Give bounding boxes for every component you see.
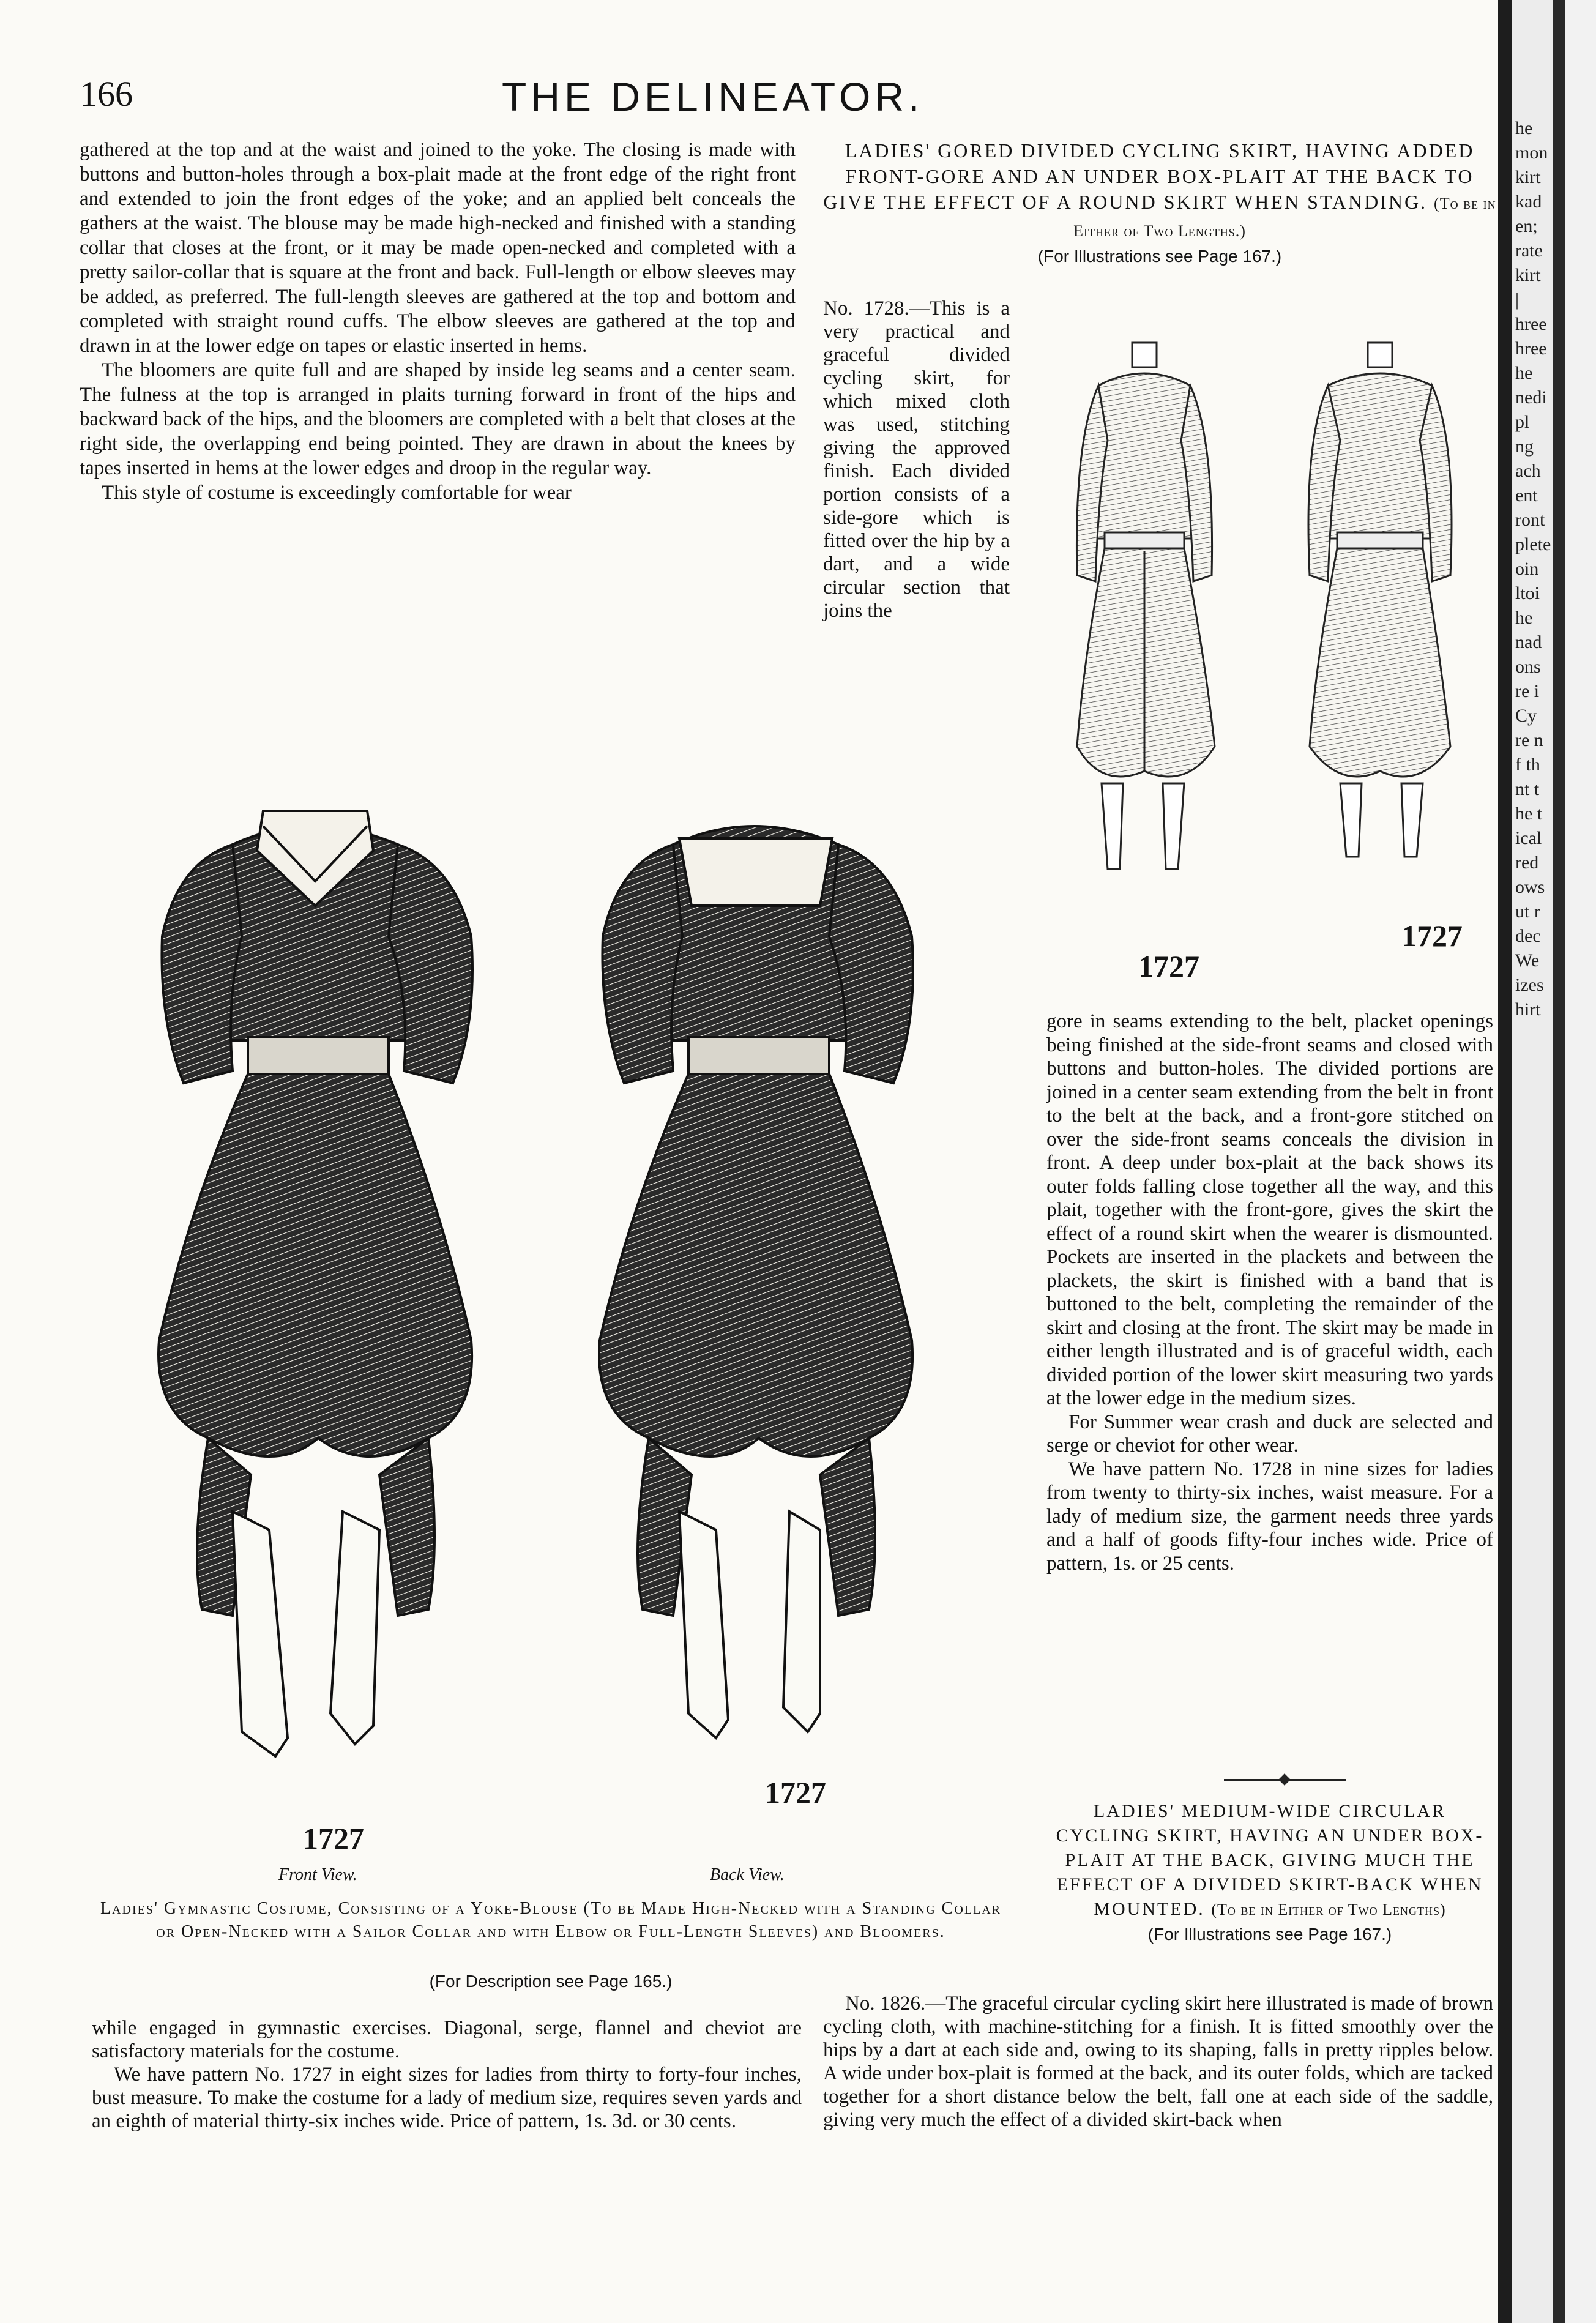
adjacent-page-fragments bbox=[1515, 116, 1583, 1022]
circular-skirt-illustrations-ref: (For Illustrations see Page 167.) bbox=[1147, 1925, 1392, 1944]
edge-fragment: nt t bbox=[1515, 779, 1540, 799]
edge-fragment: ng bbox=[1515, 436, 1534, 457]
edge-fragment: re i bbox=[1515, 681, 1540, 701]
circular-skirt-heading-block bbox=[1046, 1799, 1493, 1949]
edge-fragment: nedi bbox=[1515, 387, 1547, 408]
edge-fragment: he bbox=[1515, 363, 1533, 383]
edge-fragment: ons bbox=[1515, 657, 1541, 677]
circular-skirt-heading-note: (To be in Either of Two Lengths) bbox=[1211, 1901, 1446, 1918]
edge-fragment: ent bbox=[1515, 485, 1538, 505]
back-view-number: 1727 bbox=[765, 1775, 826, 1810]
divided-skirt-heading-note: (To be in Either of Two Lengths.) bbox=[1073, 195, 1496, 240]
edge-fragment: Cy bbox=[1515, 706, 1537, 726]
divided-skirt-continued-text: gore in seams extending to the belt, placket openings being finished at the side-front seams and closed with buttons and button-holes. The divided portions are joined in a center seam extending from the belt in front to the belt at the back, and a front-gore stitched on over the side-front seams conceals the division in front. A deep under box-plait at the back shows its outer folds falling close together all the way, and this plait, together with the front-gore, gives the skirt the effect of a round skirt when the wearer is dismounted. Pockets are inserted in the plackets and between the plackets, the skirt is finished with a band that is buttoned to the belt, completing the remainder of the skirt and closing at the front. The skirt may be made in either length illustrated and is of graceful width, each divided portion of the lower skirt measuring two yards at the lower edge in the medium sizes. For Summer wear crash and duck are selected and serge or cheviot for other wear. We have pattern No. 1728 in nine sizes for ladies from twenty to thirty-six inches, waist measure. For a lady of medium size, the garment needs three yards and a half of goods fifty-four inches wide. Price of pattern, 1s. or 25 cents. bbox=[1046, 1010, 1493, 1575]
edge-fragment: red bbox=[1515, 852, 1539, 873]
divided-skirt-heading-block bbox=[823, 138, 1496, 271]
left-top-column bbox=[80, 138, 796, 505]
paragraph: The bloomers are quite full and are shaped by inside leg seams and a center seam. The fulness at the top is arranged in plaits turning forward in front of the hips and backward back of the hips, and the bloomers are completed with a belt that closes at the right side, the overlapping end being pointed. They are drawn in about the knees by tapes inserted in hems at the lower edges and droop in the regular way. bbox=[80, 359, 796, 479]
edge-fragment: re n bbox=[1515, 730, 1543, 750]
edge-fragment: We bbox=[1515, 950, 1540, 971]
edge-fragment: ical bbox=[1515, 828, 1542, 848]
edge-fragment: kirt bbox=[1515, 265, 1541, 285]
edge-fragment: he t bbox=[1515, 804, 1543, 824]
costume-figures bbox=[110, 704, 1016, 1818]
edge-fragment: pl bbox=[1515, 412, 1530, 432]
page-number: 166 bbox=[80, 74, 133, 114]
left-bottom-column: while engaged in gymnastic exercises. Diagonal, serge, flannel and cheviot are satisfactory materials for the costume. We have pattern No. 1727 in eight sizes for ladies from thirty to forty-four inches, bust measure. To make the costume for a lady of medium size, requires seven yards and an eighth of material thirty-six inches wide. Price of pattern, 1s. 3d. or 30 cents. bbox=[92, 2017, 802, 2132]
edge-fragment: plete bbox=[1515, 534, 1551, 554]
edge-fragment: hirt bbox=[1515, 999, 1541, 1020]
figure-number: 1727 bbox=[1401, 919, 1463, 953]
edge-fragment: kirt bbox=[1515, 167, 1541, 187]
edge-fragment: mon bbox=[1515, 143, 1548, 163]
back-view-label: Back View. bbox=[710, 1865, 785, 1884]
circular-skirt-text: No. 1826.—The graceful circular cycling skirt here illustrated is made of brown cycling cloth, with machine-stitching for a finish. It is fitted smoothly over the hips by a dart at each side and, owing to its shaping, falls in pretty ripples below. A wide under box-plait is formed at the back, and its outer folds, which are tacked together for a short distance below the belt, fall one at each side of the saddle, giving very much the effect of a divided skirt-back when bbox=[823, 1993, 1493, 2131]
paragraph: This style of costume is exceedingly comfortable for wear bbox=[102, 482, 572, 504]
costume-caption-ref: (For Description see Page 165.) bbox=[429, 1972, 673, 1991]
edge-fragment: f th bbox=[1515, 755, 1540, 775]
edge-fragment: he bbox=[1515, 608, 1533, 628]
edge-fragment: he bbox=[1515, 118, 1533, 138]
running-title: THE DELINEATOR. bbox=[502, 74, 924, 119]
edge-fragment: oin bbox=[1515, 559, 1539, 579]
edge-fragment: rate bbox=[1515, 241, 1543, 261]
edge-fragment: kad bbox=[1515, 192, 1542, 212]
edge-fragment: hree bbox=[1515, 338, 1547, 359]
divided-skirt-figures bbox=[1040, 318, 1493, 991]
divided-skirt-illustrations-ref: (For Illustrations see Page 167.) bbox=[1037, 247, 1282, 266]
front-view-number: 1727 bbox=[303, 1821, 364, 1855]
divided-skirt-back-figure bbox=[1308, 343, 1452, 857]
edge-fragment: nad bbox=[1515, 632, 1542, 652]
edge-fragment: ut r bbox=[1515, 901, 1540, 922]
figure-number: 1727 bbox=[1138, 949, 1199, 983]
edge-fragment: hree bbox=[1515, 314, 1547, 334]
edge-fragment: izes bbox=[1515, 975, 1544, 995]
page-header bbox=[0, 73, 1053, 122]
edge-fragment: en; bbox=[1515, 216, 1538, 236]
divided-skirt-front-figure bbox=[1076, 343, 1215, 869]
circular-skirt-heading: LADIES' MEDIUM-WIDE CIRCULAR CYCLING SKIRT, HAVING AN UNDER BOX-PLAIT AT THE BACK, GIVING MUCH THE EFFECT OF A DIVIDED SKIRT-BACK WHEN MOUNTED. bbox=[1056, 1801, 1484, 1919]
costume-front-figure bbox=[158, 811, 472, 1756]
divided-skirt-narrow-text: No. 1728.—This is a very practical and graceful divided cycling skirt, for which mixed cloth was used, stitching giving the approved finish. Each divided portion consists of a side-gore which is fitted over the hip by a dart, and a wide circular section that joins the bbox=[823, 297, 1010, 622]
section-divider bbox=[1224, 1779, 1346, 1781]
divided-skirt-heading: LADIES' GORED DIVIDED CYCLING SKIRT, HAVING ADDED FRONT-GORE AND AN UNDER BOX-PLAIT AT THE BACK TO GIVE THE EFFECT OF A ROUND SKIRT WHEN STANDING. bbox=[823, 140, 1475, 213]
edge-fragment: ach bbox=[1515, 461, 1541, 481]
edge-fragment: dec bbox=[1515, 926, 1541, 946]
front-view-label: Front View. bbox=[278, 1865, 357, 1884]
edge-fragment: ows bbox=[1515, 877, 1545, 897]
paragraph: gathered at the top and at the waist and joined to the yoke. The closing is made with buttons and button-holes through a box-plait made at the front edge of the right front and extended to join the front edges of the yoke; and an applied belt conceals the gathers at the waist. The blouse may be made high-necked and finished with a standing collar that closes at the front, or it may be made open-necked and completed with a pretty sailor-collar that is square at the front and back. Full-length or elbow sleeves may be added, as preferred. The full-length sleeves are gathered at the top and bottom and completed with straight round cuffs. The elbow sleeves are gathered at the top and drawn in at the lower edge on tapes or elastic inserted in hems. bbox=[80, 139, 796, 357]
costume-caption: Ladies' Gymnastic Costume, Consisting of a Yoke-Blouse (To be Made High-Necked with a Standing Collar or Open-Necked with a Sailor Collar and with Elbow or Full-Length Sleeves) and Bloomers. bbox=[100, 1899, 1002, 1941]
edge-fragment: ront bbox=[1515, 510, 1545, 530]
costume-back-figure bbox=[599, 826, 913, 1738]
edge-fragment: | bbox=[1515, 289, 1520, 310]
edge-fragment: ltoi bbox=[1515, 583, 1540, 603]
